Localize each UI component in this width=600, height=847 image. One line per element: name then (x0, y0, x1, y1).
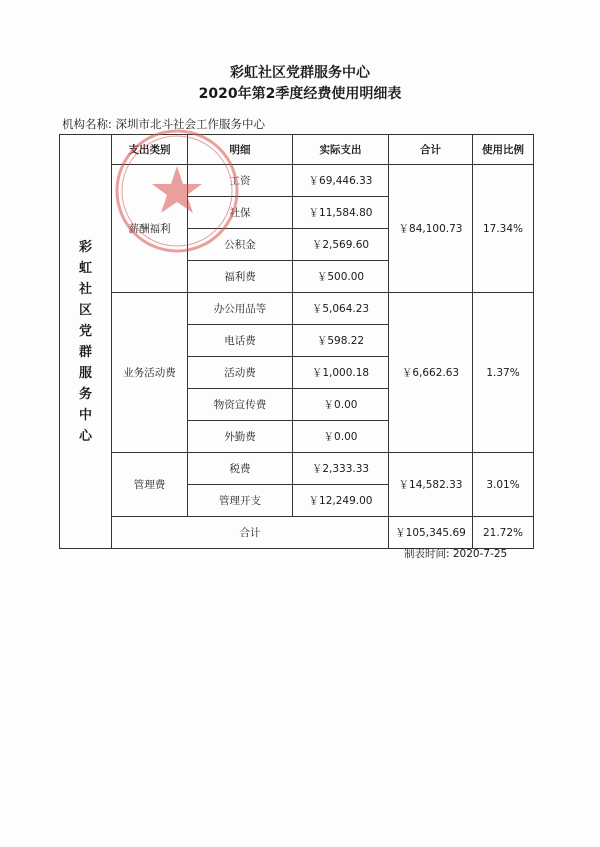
amount-cell: ￥500.00 (293, 261, 389, 293)
amount-cell: ￥11,584.80 (293, 197, 389, 229)
amount-cell: ￥0.00 (293, 389, 389, 421)
side-label-char: 社 (78, 281, 92, 297)
ratio-cell: 3.01% (473, 453, 534, 517)
side-label-char: 虹 (78, 260, 92, 276)
category-cell: 管理费 (112, 453, 188, 517)
header-detail: 明细 (188, 135, 293, 165)
grand-total-ratio: 21.72% (473, 517, 534, 549)
expense-table (59, 134, 534, 549)
detail-cell: 税费 (188, 453, 293, 485)
table-row (60, 453, 534, 485)
side-label-char: 服 (78, 365, 92, 381)
table-row (60, 293, 534, 325)
table-row (60, 165, 534, 197)
header-category: 支出类别 (112, 135, 188, 165)
amount-cell: ￥5,064.23 (293, 293, 389, 325)
detail-cell: 工资 (188, 165, 293, 197)
grand-total-row (60, 517, 534, 549)
document-title: 彩虹社区党群服务中心 (230, 65, 370, 81)
ratio-cell: 17.34% (473, 165, 534, 293)
prepared-date: 制表时间: 2020-7-25 (404, 548, 508, 560)
amount-cell: ￥598.22 (293, 325, 389, 357)
organization-line (62, 116, 265, 132)
side-label-char: 群 (78, 344, 92, 360)
detail-cell: 公积金 (188, 229, 293, 261)
category-cell: 薪酬福利 (112, 165, 188, 293)
category-cell: 业务活动费 (112, 293, 188, 453)
detail-cell: 外勤费 (188, 421, 293, 453)
side-label (60, 135, 112, 549)
header-total: 合计 (389, 135, 473, 165)
header-actual: 实际支出 (293, 135, 389, 165)
side-label-char: 区 (78, 302, 92, 318)
grand-total-label: 合计 (112, 517, 389, 549)
side-label-char: 中 (78, 407, 92, 423)
detail-cell: 活动费 (188, 357, 293, 389)
amount-cell: ￥1,000.18 (293, 357, 389, 389)
detail-cell: 物资宣传费 (188, 389, 293, 421)
side-label-char: 彩 (78, 239, 92, 255)
amount-cell: ￥69,446.33 (293, 165, 389, 197)
amount-cell: ￥12,249.00 (293, 485, 389, 517)
amount-cell: ￥2,333.33 (293, 453, 389, 485)
amount-cell: ￥0.00 (293, 421, 389, 453)
grand-total-amount: ￥105,345.69 (389, 517, 473, 549)
side-label-char: 务 (78, 386, 92, 402)
document-subtitle: 2020年第2季度经费使用明细表 (198, 86, 402, 102)
amount-cell: ￥2,569.60 (293, 229, 389, 261)
side-label-char: 心 (78, 428, 92, 444)
detail-cell: 社保 (188, 197, 293, 229)
subtotal-cell: ￥14,582.33 (389, 453, 473, 517)
ratio-cell: 1.37% (473, 293, 534, 453)
subtotal-cell: ￥6,662.63 (389, 293, 473, 453)
side-label-char: 党 (78, 323, 92, 339)
detail-cell: 管理开支 (188, 485, 293, 517)
subtotal-cell: ￥84,100.73 (389, 165, 473, 293)
header-row (60, 135, 534, 165)
detail-cell: 电话费 (188, 325, 293, 357)
detail-cell: 福利费 (188, 261, 293, 293)
detail-cell: 办公用品等 (188, 293, 293, 325)
org-label: 机构名称: (62, 117, 112, 131)
org-name: 深圳市北斗社会工作服务中心 (115, 117, 266, 131)
header-ratio: 使用比例 (473, 135, 534, 165)
